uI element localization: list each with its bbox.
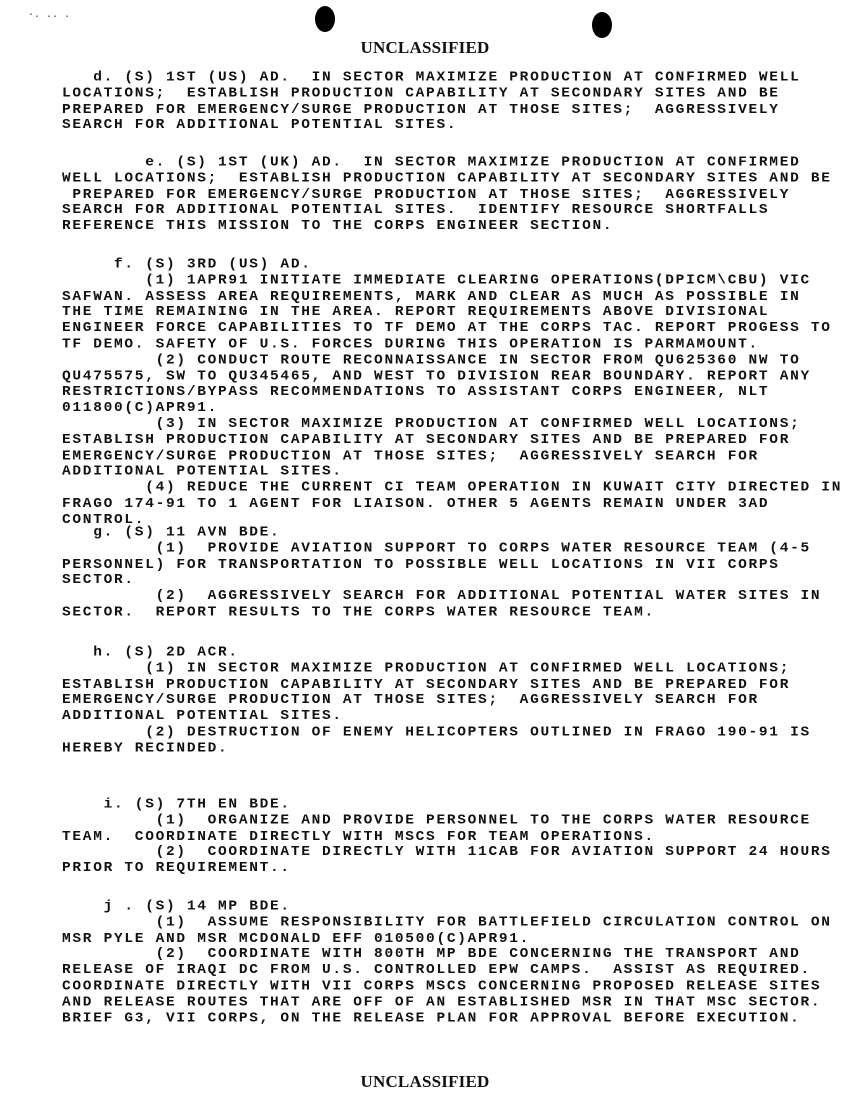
text-line: SAFWAN. ASSESS AREA REQUIREMENTS, MARK AND CLEAR AS MUCH AS POSSIBLE IN [62,288,801,305]
text-line: AND RELEASE ROUTES THAT ARE OFF OF AN ESTABLISHED MSR IN THAT MSC SECTOR. [62,994,822,1010]
text-line: i. (S) 7TH EN BDE. [62,797,291,813]
text-line: QU475575, SW TO QU345465, AND WEST TO DIVISION REAR BOUNDARY. REPORT ANY [62,368,811,384]
text-line: h. (S) 2D ACR. [62,645,239,661]
text-line: f. (S) 3RD (US) AD. [62,257,312,273]
text-line: COORDINATE DIRECTLY WITH VII CORPS MSCS CONCERNING PROPOSED RELEASE SITES [62,978,822,994]
paragraph-g [62,525,821,621]
text-line: EMERGENCY/SURGE PRODUCTION AT THOSE SITES; AGGRESSIVELY SEARCH FOR [62,692,759,709]
text-line: PERSONNEL) FOR TRANSPORTATION TO POSSIBLE WELL LOCATIONS IN VII CORPS [62,556,780,573]
text-line: 011800(C)APR91. [62,400,219,416]
paragraph-e [62,155,832,235]
text-line: TF DEMO. SAFETY OF U.S. FORCES DURING THIS OPERATION IS PARMAMOUNT. [62,336,759,352]
footer-classification: UNCLASSIFIED [360,1072,490,1091]
text-line: (1) ORGANIZE AND PROVIDE PERSONNEL TO THE CORPS WATER RESOURCE [62,812,811,829]
text-line: ADDITIONAL POTENTIAL SITES. [62,708,343,725]
header-classification: UNCLASSIFIED [360,38,490,57]
text-line: (2) AGGRESSIVELY SEARCH FOR ADDITIONAL POTENTIAL WATER SITES IN [62,588,822,605]
punch-hole-left [315,6,335,32]
text-line: (4) REDUCE THE CURRENT CI TEAM OPERATION IN KUWAIT CITY DIRECTED IN [62,480,843,496]
scan-specks: ·. .. . [28,10,71,21]
text-line: e. (S) 1ST (UK) AD. IN SECTOR MAXIMIZE PRODUCTION AT CONFIRMED [62,155,801,171]
text-line: TEAM. COORDINATE DIRECTLY WITH MSCS FOR TEAM OPERATIONS. [62,828,655,845]
paragraph-h [62,645,811,757]
text-line: (2) CONDUCT ROUTE RECONNAISSANCE IN SECTOR FROM QU625360 NW TO [62,352,801,368]
paragraph-d [62,70,801,134]
text-line: EMERGENCY/SURGE PRODUCTION AT THOSE SITES; AGGRESSIVELY SEARCH FOR [62,448,759,464]
text-line: j . (S) 14 MP BDE. [62,899,291,915]
text-line: (1) PROVIDE AVIATION SUPPORT TO CORPS WATER RESOURCE TEAM (4-5 [62,540,811,557]
text-line: ESTABLISH PRODUCTION CAPABILITY AT SECONDARY SITES AND BE PREPARED FOR [62,676,791,693]
text-line: SECTOR. [62,572,135,589]
text-line: (2) COORDINATE WITH 800TH MP BDE CONCERNING THE TRANSPORT AND [62,946,801,963]
text-line: d. (S) 1ST (US) AD. IN SECTOR MAXIMIZE PRODUCTION AT CONFIRMED WELL [62,70,801,86]
text-line: (1) IN SECTOR MAXIMIZE PRODUCTION AT CONFIRMED WELL LOCATIONS; [62,660,791,677]
text-line: WELL LOCATIONS; ESTABLISH PRODUCTION CAPABILITY AT SECONDARY SITES AND BE [62,170,832,187]
text-line: RELEASE OF IRAQI DC FROM U.S. CONTROLLED EPW CAMPS. ASSIST AS REQUIRED. [62,962,811,979]
text-line: PREPARED FOR EMERGENCY/SURGE PRODUCTION AT THOSE SITES; AGGRESSIVELY [62,186,791,203]
text-line: THE TIME REMAINING IN THE AREA. REPORT REQUIREMENTS ABOVE DIVISIONAL [62,304,770,321]
text-line: SEARCH FOR ADDITIONAL POTENTIAL SITES. IDENTIFY RESOURCE SHORTFALLS [62,202,770,219]
text-line: PRIOR TO REQUIREMENT.. [62,860,291,877]
text-line: PREPARED FOR EMERGENCY/SURGE PRODUCTION AT THOSE SITES; AGGRESSIVELY [62,101,780,118]
text-line: RESTRICTIONS/BYPASS RECOMMENDATIONS TO ASSISTANT CORPS ENGINEER, NLT [62,384,770,400]
text-line: (1) 1APR91 INITIATE IMMEDIATE CLEARING OPERATIONS(DPICM\CBU) VIC [62,272,811,289]
text-line: HEREBY RECINDED. [62,740,229,756]
text-line: (1) ASSUME RESPONSIBILITY FOR BATTLEFIELD CIRCULATION CONTROL ON [62,914,832,931]
text-line: SECTOR. REPORT RESULTS TO THE CORPS WATER RESOURCE TEAM. [62,604,655,620]
paragraph-f [62,257,842,528]
paragraph-j [62,899,832,1027]
text-line: g. (S) 11 AVN BDE. [62,525,281,541]
text-line: LOCATIONS; ESTABLISH PRODUCTION CAPABILITY AT SECONDARY SITES AND BE [62,85,780,102]
text-line: FRAGO 174-91 TO 1 AGENT FOR LIAISON. OTHER 5 AGENTS REMAIN UNDER 3AD [62,496,770,512]
text-line: ESTABLISH PRODUCTION CAPABILITY AT SECONDARY SITES AND BE PREPARED FOR [62,432,791,448]
text-line: (3) IN SECTOR MAXIMIZE PRODUCTION AT CONFIRMED WELL LOCATIONS; [62,416,801,432]
text-line: REFERENCE THIS MISSION TO THE CORPS ENGINEER SECTION. [62,218,614,235]
text-line: ENGINEER FORCE CAPABILITIES TO TF DEMO AT THE CORPS TAC. REPORT PROGESS TO [62,320,832,337]
text-line: SEARCH FOR ADDITIONAL POTENTIAL SITES. [62,117,458,134]
paragraph-i [62,797,832,877]
text-line: BRIEF G3, VII CORPS, ON THE RELEASE PLAN FOR APPROVAL BEFORE EXECUTION. [62,1010,801,1026]
text-line: MSR PYLE AND MSR MCDONALD EFF 010500(C)APR91. [62,930,531,947]
text-line: (2) COORDINATE DIRECTLY WITH 11CAB FOR AVIATION SUPPORT 24 HOURS [62,844,832,861]
text-line: (2) DESTRUCTION OF ENEMY HELICOPTERS OUTLINED IN FRAGO 190-91 IS [62,724,811,740]
text-line: CONTROL. [62,512,146,528]
text-line: ADDITIONAL POTENTIAL SITES. [62,464,343,480]
punch-hole-right [592,12,612,38]
